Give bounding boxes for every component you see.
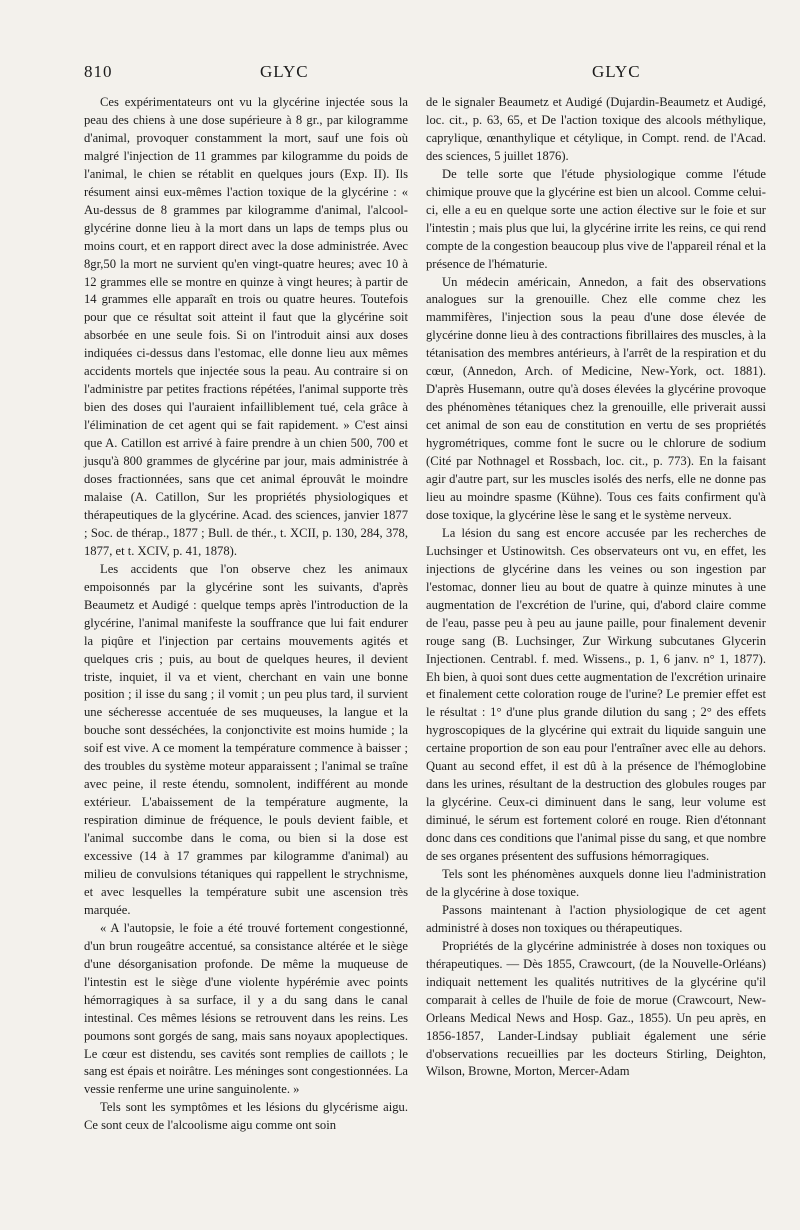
paragraph: De telle sorte que l'étude physiologique comme l'étude chimique prouve que la glycérine est bien un alcool. Comme celui-ci, elle a eu en quelque sorte une action élective sur le foie et sur l'intestin ; mais plus que lui, la glycérine irrite les reins, ce qui rend compte de la congestion beaucoup plus vive de l'appareil rénal et la présence de l'hématurie. (426, 166, 766, 271)
paragraph: « A l'autopsie, le foie a été trouvé fortement congestionné, d'un brun rougeâtre accentué, sa consistance altérée et le siège d'une désorganisation profonde. De même la muqueuse de l'intestin est le siège d'une violente hypérémie avec points hémorragiques à sa surface, il y a du sang dans le canal intestinal. Ces mêmes lésions se retrouvent dans les reins. Les poumons sont gorgés de sang, mais sans noyaux apoplectiques. Le cœur est distendu, ses cavités sont remplies de caillots ; le sang est épais et noirâtre. Les méninges sont congestionnées. La vessie renferme une urine sanguinolente. » (84, 920, 408, 1097)
paragraph: Passons maintenant à l'action physiologique de cet agent administré à doses non toxiques ou thérapeutiques. (426, 902, 766, 935)
paragraph: La lésion du sang est encore accusée par les recherches de Luchsinger et Ustinowitsh. Ces observateurs ont vu, en effet, les injections de glycérine dans les veines ou son ingestion par l'estomac, donner lieu au bout de quatre à quinze minutes à une augmentation de l'excrétion de l'urine, qui, d'abord claire comme de l'eau, passe peu à peu au jaune paille, pour finalement devenir rouge sang (B. Luchsinger, Zur Wirkung subcutanes Glycerin Injectionen. Centrabl. f. med. Wissens., p. 1, 6 janv. n° 1, 1877). Eh bien, à quoi sont dues cette augmentation de l'excrétion urinaire et finalement cette coloration rouge de l'urine? Le premier effet est le résultat : 1° d'une plus grande dilution du sang ; 2° des effets hygroscopiques de la glycérine qui extrait du liquide sanguin une certaine proportion de son eau pour l'entraîner avec elle au dehors. Quant au second effet, il est dû à la présence de l'hémoglobine dans les urines, résultant de la destruction des globules rouges par la glycérine. Ceux-ci diminuent dans le sang, leur volume est diminué, le sérum est fortement coloré en rouge. Rien d'étonnant donc dans ces conditions que l'animal pisse du sang, et que nombre de ses organes présentent des suffusions hémorragiques. (426, 525, 766, 864)
paragraph: Tels sont les symptômes et les lésions du glycérisme aigu. Ce sont ceux de l'alcoolisme aigu comme ont soin (84, 1100, 408, 1133)
page-number: 810 (84, 62, 113, 81)
paragraph: Un médecin américain, Annedon, a fait des observations analogues sur la grenouille. Chez elle comme chez les mammifères, l'injection sous la peau d'une dose élevée de glycérine donne lieu à des contractions fibrillaires des muscles, à la tétanisation des membres antérieurs, à l'arrêt de la respiration et du cœur, (Annedon, Arch. of Medicine, New-York, oct. 1881). D'après Husemann, outre qu'à doses élevées la glycérine provoque des phénomènes tétaniques chez la grenouille, elle priverait aussi cet animal de son eau de constitution en vertu de ses propriétés hygrométriques, comme font le sucre ou le chlorure de sodium (Cité par Nothnagel et Rossbach, loc. cit., p. 773). En la faisant agir d'autre part, sur les muscles isolés des nerfs, elle ne donne pas lieu au moindre spasme (Kühne). Tous ces faits confirment qu'à dose toxique, la glycérine lèse le sang et le système nerveux. (426, 274, 766, 522)
paragraph: Les accidents que l'on observe chez les animaux empoisonnés par la glycérine sont les suivants, d'après Beaumetz et Audigé : quelque temps après l'introduction de la glycérine, l'animal manifeste la souffrance que lui fait endurer la piqûre et l'injection par certains mouvements agités et quelques cris ; puis, au bout de quelques heures, il devient triste, inquiet, il va et vient, cherchant en vain une bonne position ; il isse du sang ; il vomit ; un peu plus tard, il survient une sécheresse accentuée de ses muqueuses, la langue et la bouche sont desséchées, la conjonctivite est moins humide ; la soif est vive. A ce moment la température commence à baisser ; des troubles du système moteur apparaissent ; l'animal se traîne avec peine, il reste étendu, somnolent, indifférent au monde extérieur. L'abaissement de la température augmente, la respiration diminue de fréquence, le pouls devient faible, et l'animal succombe dans le coma, ou bien si la dose est excessive (14 à 17 grammes par kilogramme d'animal) au milieu de convulsions tétaniques qui rappellent le strychnisme, et avec lesquelles la température subit une ascension très marquée. (84, 561, 408, 917)
running-head-right: GLYC (592, 62, 641, 81)
paragraph: Propriétés de la glycérine administrée à doses non toxiques ou thérapeutiques. — Dès 1855, Crawcourt, (de la Nouvelle-Orléans) indiquait nettement les qualités nutritives de la glycérine qu'il comparait à celles de l'huile de foie de morue (Crawcourt, New-Orleans Medical News and Hosp. Gaz., 1855). Un peu après, en 1856-1857, Lander-Lindsay publiait également une série d'observations recueillies par les docteurs Stirling, Deighton, Wilson, Browne, Morton, Mercer-Adam (426, 938, 766, 1079)
right-column (426, 94, 766, 1081)
paragraph: Ces expérimentateurs ont vu la glycérine injectée sous la peau des chiens à une dose supérieure à 8 gr., par kilogramme d'animal, provoquer constamment la mort, sauf une fois où malgré l'injection de 11 grammes par kilogramme du poids de l'animal, le chien se rétablit en quelques jours (Exp. II). Ils résument ainsi eux-mêmes l'action toxique de la glycérine : « Au-dessus de 8 grammes par kilogramme d'animal, l'alcool-glycérine donne lieu à la mort dans un laps de temps plus ou moins court, et en rapport direct avec la dose administrée. Avec 8gr,50 la mort ne survient qu'en vingt-quatre heures; avec 10 à 12 grammes elle se montre en quinze à vingt heures; à partir de 14 grammes elle apparaît en trois ou quatre heures. Toutefois pour que ce résultat soit atteint il faut que la glycérine soit absorbée en une seule fois. Si on l'introduit ainsi aux doses indiquées ci-dessus dans l'estomac, elle donne lieu aux mêmes accidents mortels que injectée sous la peau. Au contraire si on l'administre par petites fractions répétées, l'animal supporte très bien des doses qui l'auraient infailliblement tué, cela grâce à l'élimination de cet agent qui se fait rapidement. » C'est ainsi que A. Catillon est arrivé à faire prendre à un chien 500, 700 et jusqu'à 800 grammes de glycérine par jour, mais administrée à doses fractionnées, sans que cet animal éprouvât le moindre malaise (A. Catillon, Sur les propriétés physiologiques et thérapeutiques de la glycérine. Acad. des sciences, janvier 1877 ; Soc. de thérap., 1877 ; Bull. de thér., t. XCII, p. 130, 284, 378, 1877, et t. XCIV, p. 41, 1878). (84, 95, 408, 558)
running-head-left: GLYC (260, 62, 309, 81)
paragraph: de le signaler Beaumetz et Audigé (Dujardin-Beaumetz et Audigé, loc. cit., p. 63, 65, et De l'action toxique des alcools méthylique, caprylique, œnanthylique et cétylique, in Compt. rend. de l'Acad. des sciences, 5 juillet 1876). (426, 95, 766, 163)
page-header (84, 62, 766, 86)
paragraph: Tels sont les phénomènes auxquels donne lieu l'administration de la glycérine à dose toxique. (426, 866, 766, 899)
left-column (84, 94, 408, 1135)
